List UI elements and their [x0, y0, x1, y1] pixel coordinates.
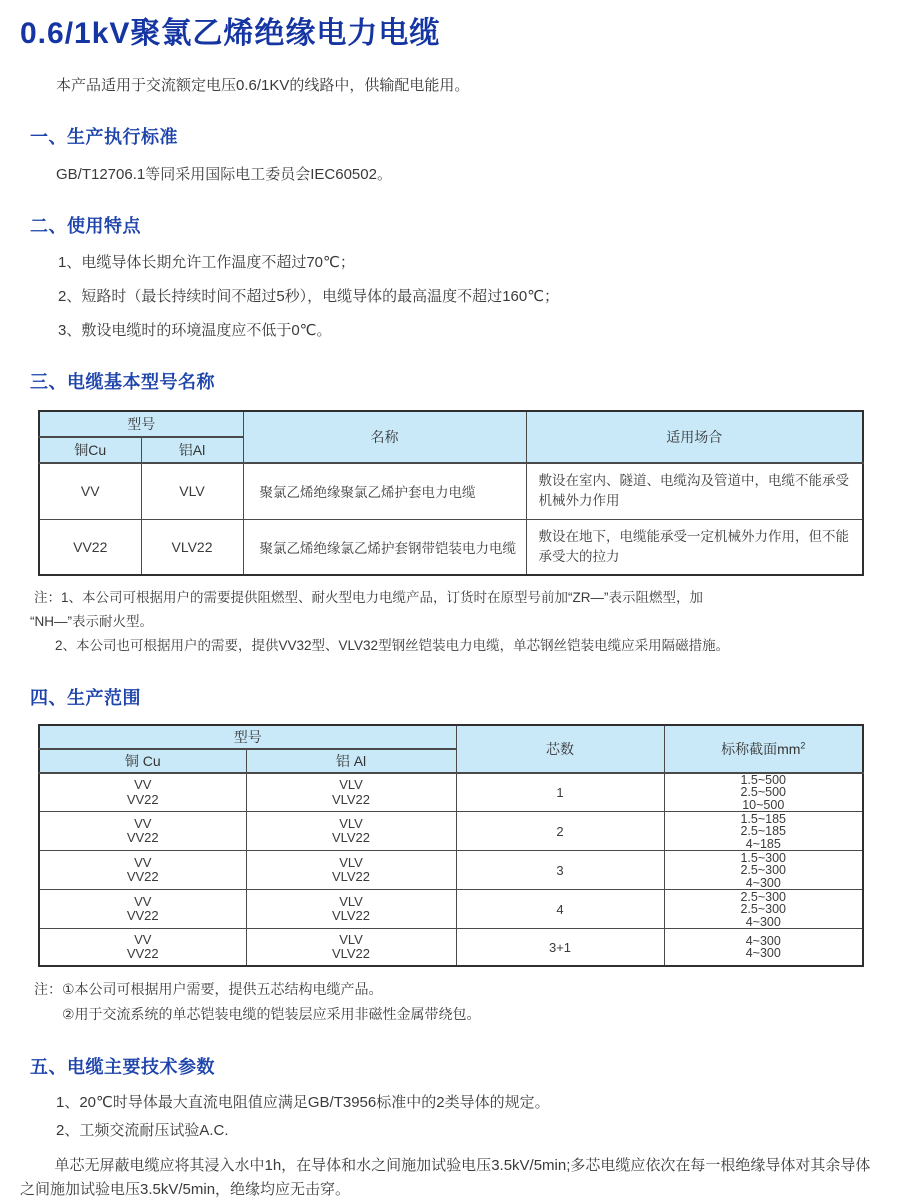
section1-body: GB/T12706.1等同采用国际电工委员会IEC60502。 [56, 166, 392, 183]
section-heading-model-names: 三、电缆基本型号名称 [30, 372, 215, 392]
note-line: 2、本公司也可根据用户的需要，提供VV32型、VLV32型钢丝铠装电力电缆，单芯钢丝铠装电缆应采用隔磁措施。 [55, 638, 730, 654]
cable-name: 聚氯乙烯绝缘氯乙烯护套钢带铠装电力电缆 [243, 519, 526, 575]
core-count: 2 [456, 812, 664, 851]
model-al: VLV VLV22 [246, 890, 456, 929]
table-row [39, 851, 863, 890]
model-table-header-application: 适用场合 [526, 411, 863, 463]
nominal-sections: 4~300 4~300 [664, 929, 863, 966]
section-heading-production-standard: 一、生产执行标准 [30, 127, 178, 147]
model-cu: VV VV22 [39, 773, 246, 812]
range-table [38, 724, 864, 967]
section-heading-usage-features: 二、使用特点 [30, 216, 141, 236]
table-row [39, 812, 863, 851]
range-table-header-al: 铝 Al [246, 749, 456, 773]
note-line: 注：①本公司可根据用户需要，提供五芯结构电缆产品。 [34, 980, 383, 997]
model-cu: VV VV22 [39, 890, 246, 929]
table-row [39, 463, 863, 519]
section-heading-technical-parameters: 五、电缆主要技术参数 [30, 1056, 215, 1077]
model-al: VLV [141, 463, 243, 519]
model-table [38, 410, 864, 576]
range-table-header-model: 型号 [39, 725, 456, 749]
model-al: VLV VLV22 [246, 929, 456, 966]
tech-param-item: 1、20℃时导体最大直流电阻值应满足GB/T3956标准中的2类导体的规定。 [56, 1093, 550, 1111]
tech-param-item: 2、工频交流耐压试验A.C. [56, 1121, 229, 1139]
nominal-sections: 1.5~300 2.5~300 4~300 [664, 851, 863, 890]
cable-name: 聚氯乙烯绝缘聚氯乙烯护套电力电缆 [243, 463, 526, 519]
note-line: 注：1、本公司可根据用户的需要提供阻燃型、耐火型电力电缆产品，订货时在原型号前加“ZR—”表示阻燃型，加 [34, 590, 703, 605]
note-line: ②用于交流系统的单芯铠装电缆的铠装层应采用非磁性金属带绕包。 [62, 1006, 481, 1023]
tech-param-paragraph: 单芯无屏蔽电缆应将其浸入水中1h，在导体和水之间施加试验电压3.5kV/5min;多芯电缆应依次在每一根绝缘导体对其余导体之间施加试验电压3.5kV/5min，绝缘均应无击穿。 [20, 1156, 871, 1198]
table-row [39, 519, 863, 575]
model-table-header-al: 铝Al [141, 437, 243, 463]
model-cu: VV VV22 [39, 812, 246, 851]
model-al: VLV VLV22 [246, 851, 456, 890]
section-superscript: 2 [800, 740, 806, 751]
model-cu: VV VV22 [39, 929, 246, 966]
page-title: 0.6/1kV聚氯乙烯绝缘电力电缆 [20, 17, 441, 50]
nominal-sections: 1.5~185 2.5~185 4~185 [664, 812, 863, 851]
cable-application: 敷设在地下，电缆能承受一定机械外力作用，但不能承受大的拉力 [526, 519, 863, 575]
model-al: VLV VLV22 [246, 812, 456, 851]
core-count: 3+1 [456, 929, 664, 966]
range-table-header-cores: 芯数 [456, 725, 664, 773]
feature-item: 1、电缆导体长期允许工作温度不超过70℃； [58, 254, 355, 271]
model-table-header-model: 型号 [39, 411, 243, 437]
model-cu: VV VV22 [39, 851, 246, 890]
model-table-header-name: 名称 [243, 411, 526, 463]
range-table-header-section [664, 725, 863, 773]
model-cu: VV22 [39, 519, 141, 575]
core-count: 4 [456, 890, 664, 929]
nominal-sections: 2.5~300 2.5~300 4~300 [664, 890, 863, 929]
core-count: 1 [456, 773, 664, 812]
model-al: VLV VLV22 [246, 773, 456, 812]
nominal-sections: 1.5~500 2.5~500 10~500 [664, 773, 863, 812]
range-table-header-row1 [39, 725, 863, 749]
table-row [39, 773, 863, 812]
cable-application: 敷设在室内、隧道、电缆沟及管道中，电缆不能承受机械外力作用 [526, 463, 863, 519]
core-count: 3 [456, 851, 664, 890]
feature-item: 3、敷设电缆时的环境温度应不低于0℃。 [58, 322, 332, 339]
table-row [39, 890, 863, 929]
model-al: VLV22 [141, 519, 243, 575]
table-row [39, 929, 863, 966]
range-table-header-cu: 铜 Cu [39, 749, 246, 773]
model-cu: VV [39, 463, 141, 519]
feature-item: 2、短路时（最长持续时间不超过5秒），电缆导体的最高温度不超过160℃； [58, 288, 560, 305]
catalog-page [0, 8, 900, 1198]
section-heading-production-range: 四、生产范围 [30, 687, 141, 708]
intro-text: 本产品适用于交流额定电压0.6/1KV的线路中，供输配电能用。 [56, 77, 470, 94]
note-line: “NH—”表示耐火型。 [30, 613, 153, 629]
section-label: 标称截面mm [721, 740, 801, 757]
model-table-header-cu: 铜Cu [39, 437, 141, 463]
model-table-header-row1 [39, 411, 863, 437]
